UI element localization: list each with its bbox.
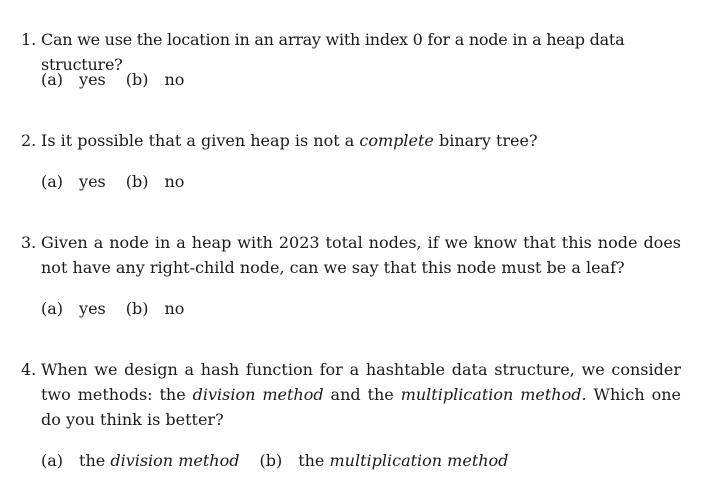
option-b-text: no: [164, 172, 185, 191]
option-a-text: the division method: [79, 451, 240, 470]
answer-options-1: [41, 70, 184, 90]
question-number: 2.: [21, 131, 37, 150]
emphasized-term: multiplication method.: [400, 385, 587, 404]
answer-options-4: [41, 451, 508, 471]
question-text: When we design a hash function for a hashtable data structure, we consider two methods: the division method and the multiplication method. Which one do you think is better?: [41, 360, 681, 429]
emphasized-term: division method: [192, 385, 324, 404]
option-b-label: (b): [125, 172, 149, 191]
answer-options-3: [41, 299, 184, 319]
question-text: Is it possible that a given heap is not a complete binary tree?: [41, 131, 538, 150]
option-b-label: (b): [259, 451, 283, 470]
question-3: [21, 230, 681, 280]
question-number: 4.: [21, 360, 37, 379]
option-b-text: no: [164, 70, 185, 89]
option-a-label: (a): [41, 299, 64, 318]
question-number: 1.: [21, 30, 37, 49]
question-2: [21, 128, 681, 153]
option-b-text: no: [164, 299, 185, 318]
question-4: [21, 357, 681, 432]
option-b-label: (b): [125, 299, 149, 318]
option-a-text: yes: [79, 299, 106, 318]
option-a-text: yes: [79, 70, 106, 89]
option-a-label: (a): [41, 70, 64, 89]
emphasized-term: complete: [359, 131, 434, 150]
question-text: Given a node in a heap with 2023 total nodes, if we know that this node does not have any right-child node, can we say that this node must be a leaf?: [41, 233, 681, 277]
option-a-label: (a): [41, 172, 64, 191]
answer-options-2: [41, 172, 184, 192]
question-number: 3.: [21, 233, 37, 252]
option-b-label: (b): [125, 70, 149, 89]
question-text: Can we use the location in an array with index 0 for a node in a heap data structure?: [41, 30, 625, 74]
option-a-text: yes: [79, 172, 106, 191]
option-a-label: (a): [41, 451, 64, 470]
option-b-text: the multiplication method: [298, 451, 509, 470]
